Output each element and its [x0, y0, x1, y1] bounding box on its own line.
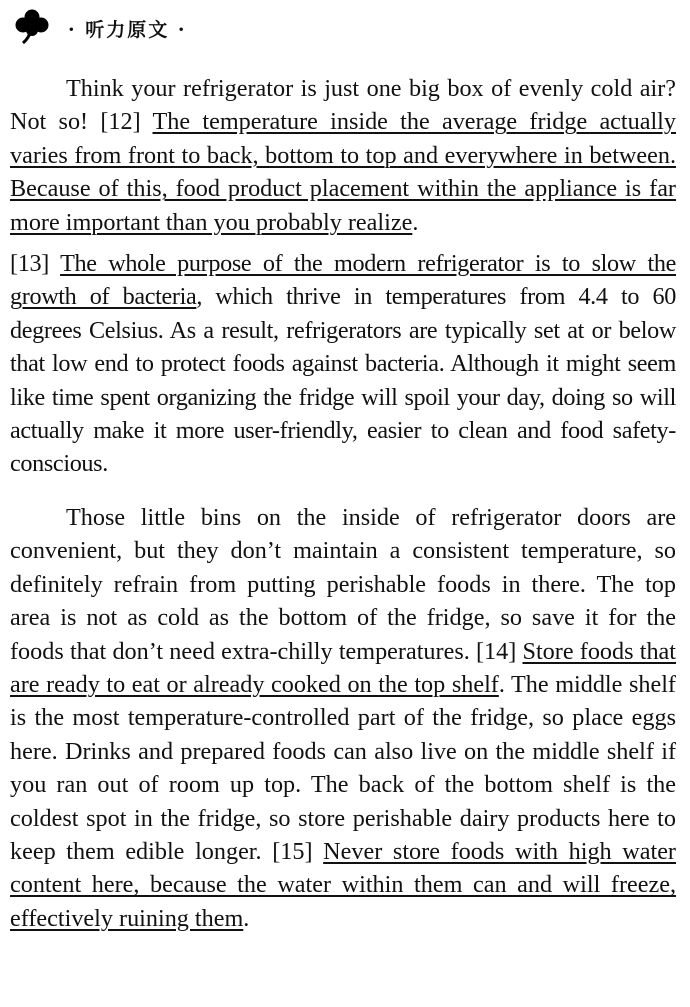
p1-text-2: .: [412, 208, 419, 236]
paragraph-2: [10, 247, 676, 481]
p3-text-2: . The middle shelf is the most temperature-controlled part of the fridge, so place eggs here. Drinks and prepared foods can also live on the middle shelf if you ran out of room up top. The back of the bottom shelf is the coldest spot in the fridge, so store perishable dairy products here to keep them edible longer. [15]: [10, 670, 676, 865]
paragraph-1: [10, 72, 676, 239]
p3-answer-15: Never store foods with high water content here, because the water within them can and will freeze, effectively ruining them: [10, 837, 676, 932]
transcript-body: [10, 72, 676, 935]
p2-text-2: , which thrive in temperatures from 4.4 to 60 degrees Celsius. As a result, refrigerators are typically set at or below that low end to protect foods against bacteria. Although it might seem like time spent organizing the fridge will spoil your day, doing so will actually make it more user-friendly, easier to clean and food safety-conscious.: [10, 283, 676, 478]
p2-text-1: [13]: [10, 250, 61, 278]
section-header: [14, 6, 186, 46]
p1-answer-12: The temperature inside the average fridge actually varies from front to back, bottom to top and everywhere in between. Because of this, food product placement within the appliance is far more important than you probably realize: [10, 108, 676, 236]
p2-answer-13: The whole purpose of the modern refrigerator is to slow the growth of bacteria: [10, 250, 676, 311]
clover-icon: [14, 8, 50, 44]
paragraph-3: [10, 501, 676, 935]
p3-text-3: .: [243, 904, 250, 932]
p1-text-1: Think your refrigerator is just one big box of evenly cold air? Not so! [12]: [10, 75, 676, 136]
p3-text-1: Those little bins on the inside of refrigerator doors are convenient, but they don’t maintain a consistent temperature, so definitely refrain from putting perishable foods in there. The top area is not as cold as the bottom of the fridge, so save it for the foods that don’t need extra-chilly temperatures. [14]: [10, 503, 676, 665]
p3-answer-14: Store foods that are ready to eat or already cooked on the top shelf: [10, 637, 676, 698]
header-title: · 听力原文 ·: [68, 18, 187, 41]
